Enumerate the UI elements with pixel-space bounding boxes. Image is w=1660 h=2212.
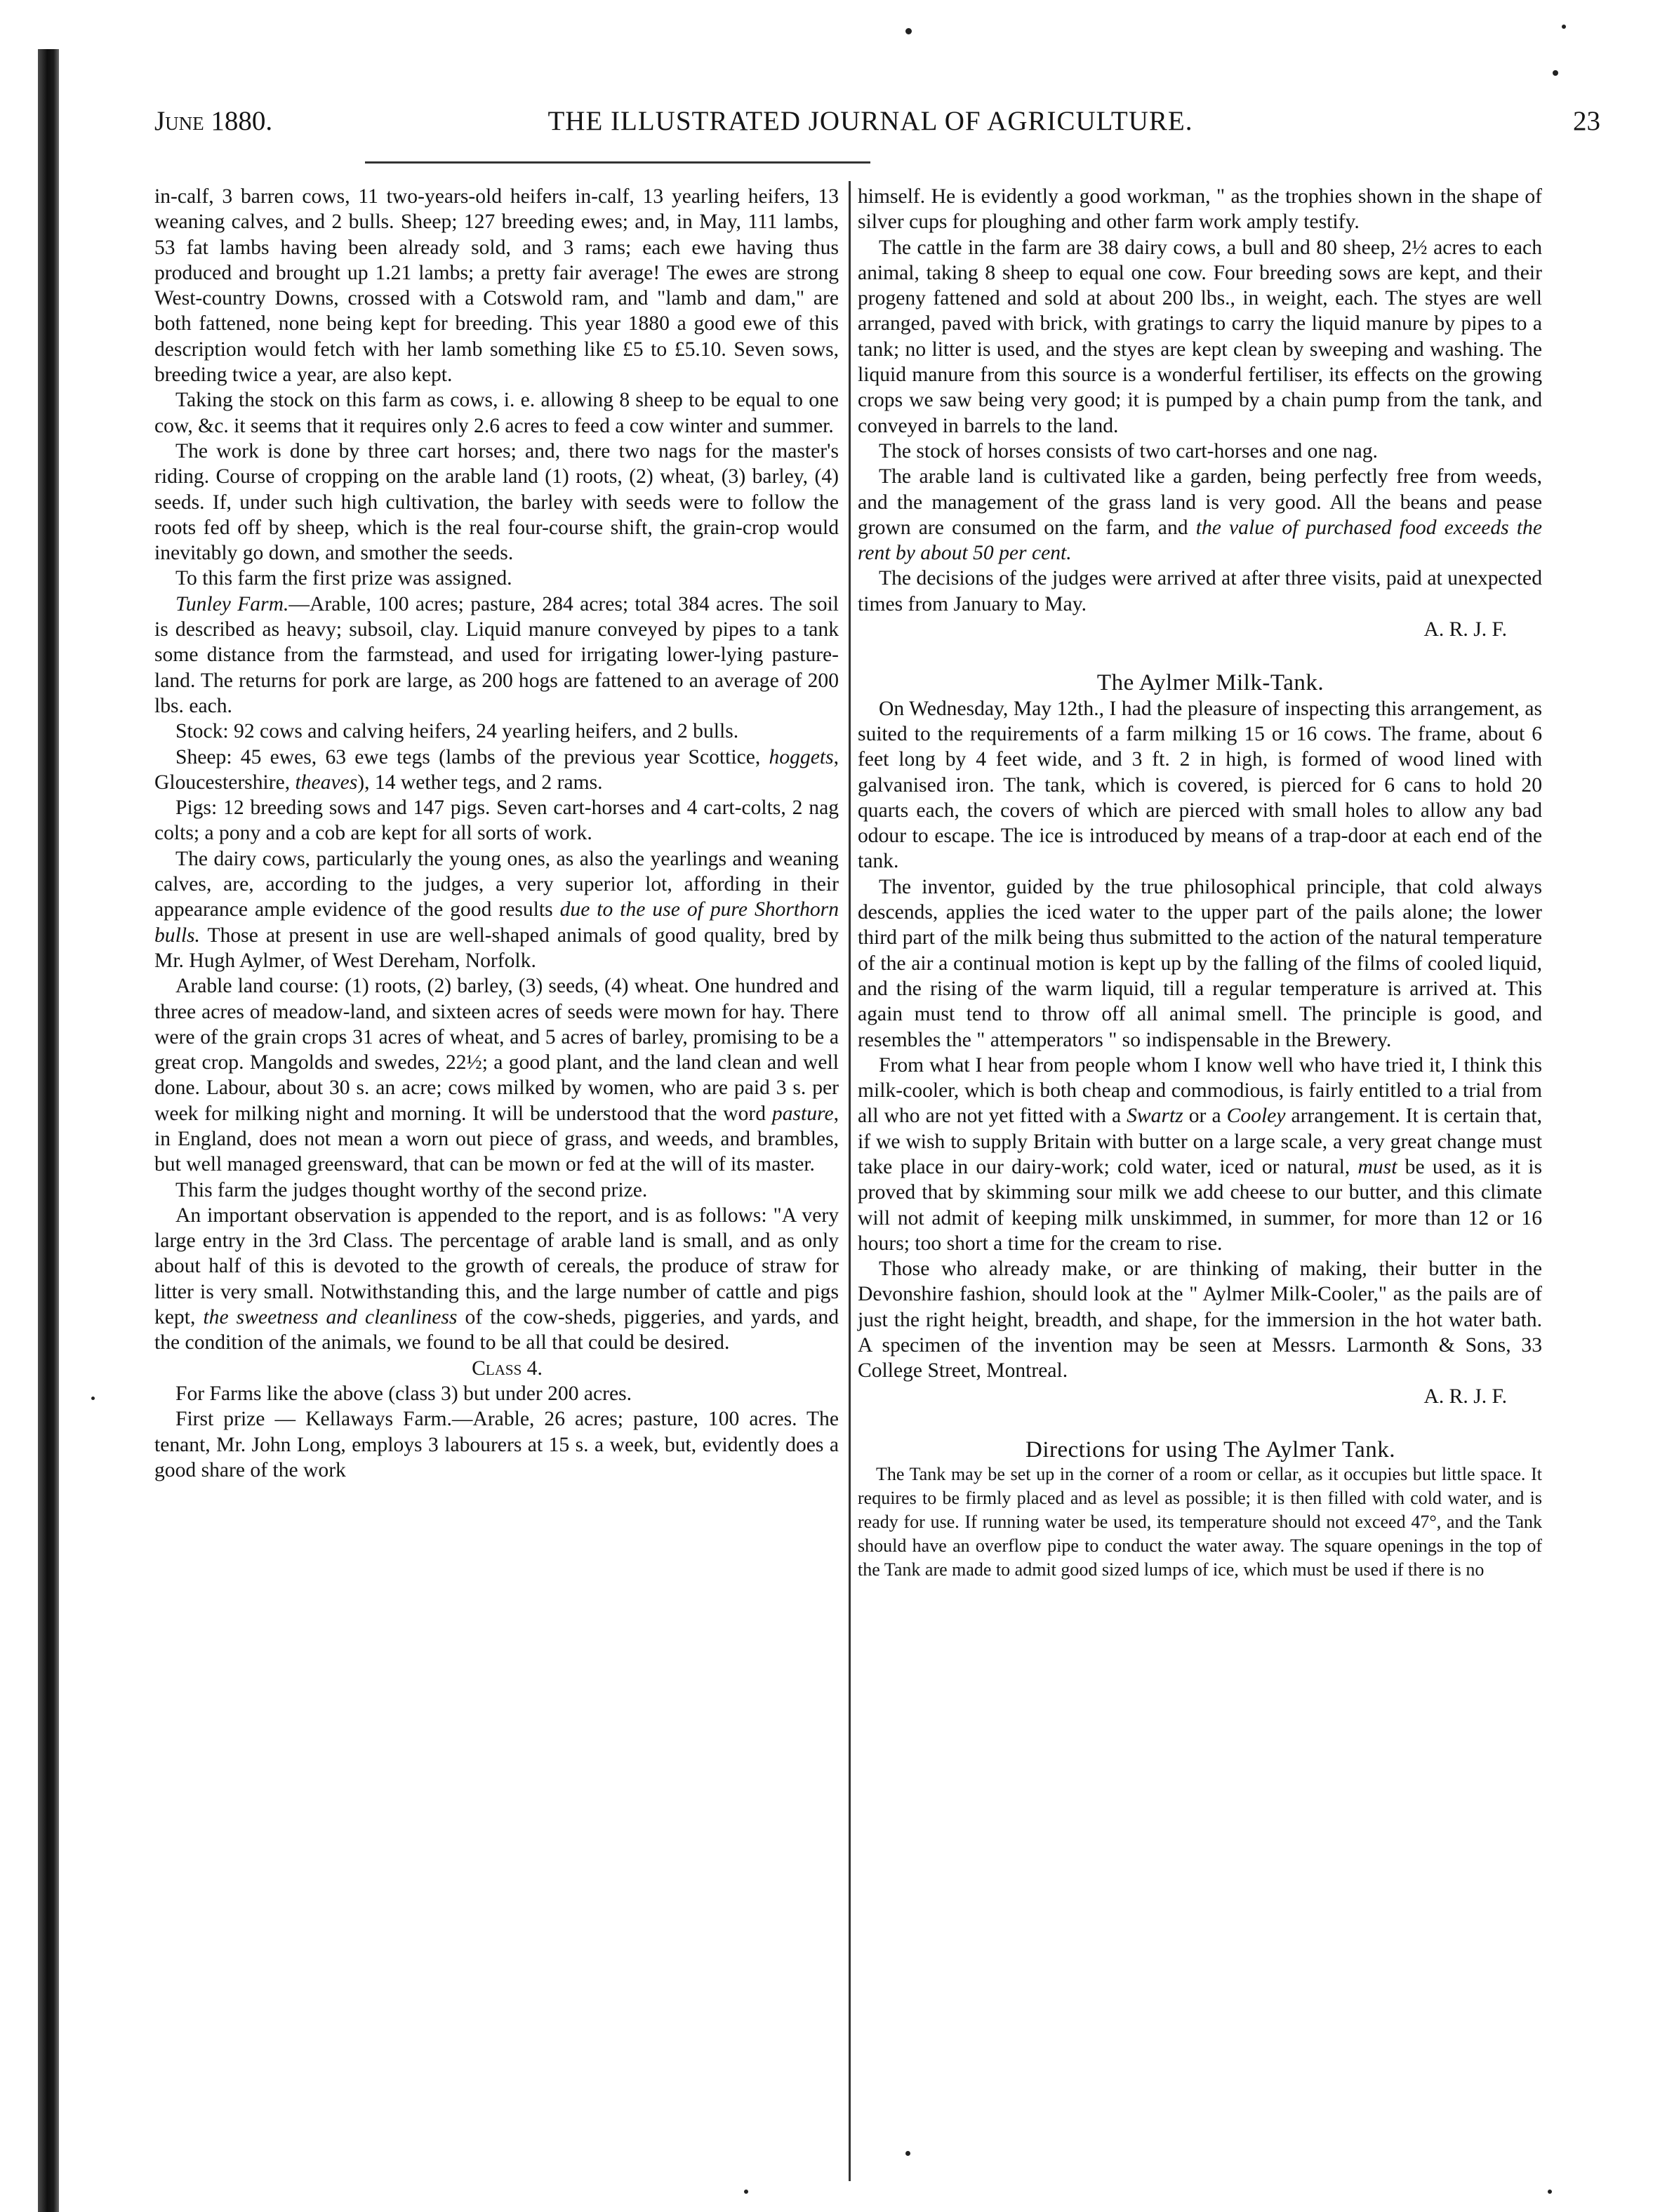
paragraph: Taking the stock on this farm as cows, i. e. allowing 8 sheep to be equal to one cow, &c. it seems that it requires only 2.6 acres to feed a cow winter and summer. <box>154 389 839 437</box>
article-title: The Aylmer Milk-Tank. <box>1096 670 1324 696</box>
paragraph: On Wednesday, May 12th., I had the pleasure of inspecting this arrangement, as suited to the requirements of a farm milking 15 or 16 cows. The frame, about 6 feet long by 4 feet wide, and 3 ft. 2 in high, is formed of wood lined with galvanised iron. The tank, which is covered, is pierced for 6 cans to hold 20 quarts each, the covers of which are pierced with small holes to allow any bad odour to escape. The ice is introduced by means of a trap-door at each end of the tank. <box>858 697 1542 873</box>
scan-speck <box>744 2190 748 2194</box>
italic-term: theaves <box>295 771 358 794</box>
farm-name: Tunley Farm. <box>175 592 289 615</box>
paragraph: To this farm the first prize was assigned. <box>175 567 512 590</box>
page-number: 23 <box>1573 106 1600 136</box>
paragraph-text: , Gloucestershire, <box>154 745 839 794</box>
paragraph: This farm the judges thought worthy of the second prize. <box>175 1178 648 1201</box>
paragraph: First prize — Kellaways Farm.—Arable, 26 acres; pasture, 100 acres. The tenant, Mr. John Long, employs 3 labourers at 15 s. a week, but, evidently does a good share of the work <box>154 1408 839 1481</box>
class-heading: Class 4. <box>472 1357 543 1380</box>
paragraph <box>154 592 839 719</box>
author-signature: A. R. J. F. <box>1423 618 1507 641</box>
paragraph-text: , in England, does not mean a worn out piece of grass, and weeds, and brambles, but well managed greensward, that can be mown or fed at the will of its master. <box>154 1102 839 1176</box>
paragraph <box>858 464 1542 566</box>
article-title: Directions for using The Aylmer Tank. <box>1025 1437 1396 1463</box>
paragraph-text: Sheep: 45 ewes, 63 ewe tegs (lambs of the previous year Scottice, <box>175 745 769 768</box>
paragraph: The inventor, guided by the true philosophical principle, that cold always descends, applies the iced water to the upper part of the pails alone; the lower third part of the milk being thus submitted to the action of the natural temperature of the air a continual motion is kept up by the falling of the films of cooled liquid, and the rising of the warm liquid, till a regular temperature is arrived at. This again must tend to throw off all animal smell. The principle is good, and resembles the " attemperators " so indispensable in the Brewery. <box>858 875 1542 1051</box>
paragraph <box>154 745 839 796</box>
scan-binding-edge <box>38 49 59 2212</box>
paragraph <box>154 846 839 973</box>
scan-speck <box>1548 2190 1552 2194</box>
paragraph: in-calf, 3 barren cows, 11 two-years-old heifers in-calf, 13 yearling heifers, 13 weaning calves, and 2 bulls. Sheep; 127 breeding ewes; and, in May, 111 lambs, 53 fat lambs having been already sold, and 3 rams; each ewe having thus produced and brought up 1.21 lambs; a pretty fair average! The ewes are strong West-country Downs, crossed with a Cotswold ram, and "lamb and dam," are both fattened, none being kept for breeding. This year 1880 a good ewe of this description would fetch with her lamb something like £5 to £5.10. Seven sows, breeding twice a year, are also kept. <box>154 185 839 387</box>
small-print-block <box>858 1463 1542 1582</box>
paragraph: For Farms like the above (class 3) but under 200 acres. <box>175 1382 632 1405</box>
paragraph: The cattle in the farm are 38 dairy cows, a bull and 80 sheep, 2½ acres to each animal, taking 8 sheep to equal one cow. Four breeding sows are kept, and their progeny fattened and sold at about 200 lbs., in weight, each. The styes are well arranged, paved with brick, with gratings to carry the liquid manure by pipes to a tank; no litter is used, and the styes are kept clean by sweeping and washing. The liquid manure from this source is a wonderful fertiliser, its effects on the growing crops we saw being very good; it is pumped by a chain pump from the tank, and conveyed in barrels to the land. <box>858 236 1542 437</box>
paragraph-text: ), 14 wether tegs, and 2 rams. <box>357 771 603 794</box>
paragraph-text: An important observation is appended to the report, and is as follows: "A very large entry in the 3rd Class. The percentage of arable land is small, and as only about half of this is devoted to the growth of cereals, the produce of straw for litter is very small. Notwithstanding this, and the large number of cattle and pigs kept, <box>154 1204 839 1329</box>
paragraph <box>154 973 839 1177</box>
scan-speck <box>91 1397 95 1400</box>
header-rule <box>365 161 870 164</box>
page-header <box>140 105 1600 147</box>
paragraph-text: From what I hear from people whom I know well who have tried it, I think this milk-cooler, which is both cheap and commodious, is fairly entitled to a trial from all who are not yet fitted with a <box>858 1053 1542 1128</box>
italic-phrase: due to the use of pure Shorthorn bulls. <box>154 898 839 947</box>
paragraph: The Tank may be set up in the corner of a room or cellar, as it occupies but little space. It requires to be firmly placed and as level as possible; it is then filled with cold water, and is ready for use. If running water be used, its temperature should not exceed 47°, and the Tank should have an overflow pipe to conduct the water away. The square openings in the top of the Tank are made to admit good sized lumps of ice, which must be used if there is no <box>858 1464 1542 1580</box>
italic-term: Swartz <box>1127 1105 1183 1128</box>
paragraph: The work is done by three cart horses; and, there two nags for the master's riding. Course of cropping on the arable land (1) roots, (2) wheat, (3) barley, (4) seeds. If, under such high cultivation, the barley with seeds were to follow the roots fed off by sheep, which is the real four-course shift, the grain-crop would inevitably go down, and smother the seeds. <box>154 439 839 565</box>
paragraph-text: The dairy cows, particularly the young ones, as also the yearlings and weaning calves, are, according to the judges, a very superior lot, affording in their appearance ample evidence of the good results <box>154 847 839 921</box>
italic-term: hoggets <box>769 745 834 768</box>
journal-title: THE ILLUSTRATED JOURNAL OF AGRICULTURE. <box>547 106 1193 136</box>
paragraph: Stock: 92 cows and calving heifers, 24 yearling heifers, and 2 bulls. <box>175 720 739 743</box>
paragraph: Pigs: 12 breeding sows and 147 pigs. Seven cart-horses and 4 cart-colts, 2 nag colts; a pony and a cob are kept for all sorts of work. <box>154 797 839 845</box>
paragraph: himself. He is evidently a good workman, " as the trophies shown in the shape of silver cups for ploughing and other farm work amply testify. <box>858 185 1542 234</box>
paragraph-text: or a <box>1183 1105 1227 1128</box>
paragraph-text: The arable land is cultivated like a garden, being perfectly free from weeds, and the management of the grass land is very good. All the beans and pease grown are consumed on the farm, and <box>858 465 1542 539</box>
paragraph: Those who already make, or are thinking of making, their butter in the Devonshire fashion, should look at the " Aylmer Milk-Cooler," as the pails are of just the right height, breadth, and shape, for the immersion in the hot water bath. A specimen of the invention may be seen at Messrs. Larmonth & Sons, 33 College Street, Montreal. <box>858 1258 1542 1382</box>
paragraph: The decisions of the judges were arrived at after three visits, paid at unexpected times from January to May. <box>858 567 1542 615</box>
column-divider <box>849 181 851 2181</box>
author-signature: A. R. J. F. <box>1423 1385 1507 1408</box>
paragraph-text: Those at present in use are well-shaped animals of good quality, bred by Mr. Hugh Aylmer, of West Dereham, Norfolk. <box>154 924 839 972</box>
paragraph-text: Arable land course: (1) roots, (2) barley, (3) seeds, (4) wheat. One hundred and three acres of meadow-land, and sixteen acres of seeds were mown for hay. There were of the grain crops 31 acres of wheat, and 5 acres of barley, promising to be a great crop. Mangolds and swedes, 22½; a good plant, and the land clean and well done. Labour, about 30 s. an acre; cows milked by women, who are paid 3 s. per week for milking night and morning. It will be understood that the word <box>154 975 839 1125</box>
scan-speck <box>1553 70 1558 76</box>
right-column <box>858 184 1542 1582</box>
section-spacer <box>858 642 1542 670</box>
italic-phrase: the sweetness and cleanliness <box>203 1306 458 1329</box>
paragraph-text: be used, as it is proved that by skimming sour milk we add cheese to our butter, and this climate will not admit of keeping milk unskimmed, in summer, for more than 12 or 16 hours; too short a time for the cream to rise. <box>858 1155 1542 1255</box>
italic-phrase: the value of purchased food exceeds the rent by about 50 per cent. <box>858 516 1542 565</box>
italic-term: Cooley <box>1226 1105 1286 1128</box>
scan-speck <box>905 2151 910 2156</box>
paragraph <box>858 1053 1542 1256</box>
left-column <box>154 184 839 1483</box>
paragraph-text: —Arable, 100 acres; pasture, 284 acres; total 384 acres. The soil is described as heavy; subsoil, clay. Liquid manure conveyed by pipes to a tank some distance from the farmstead, and used for irrigating lower-lying pasture-land. The returns for pork are large, as 200 hogs are fattened to an average of 200 lbs. each. <box>154 592 839 717</box>
italic-term: pasture <box>771 1102 834 1125</box>
italic-term: must <box>1357 1155 1397 1178</box>
paragraph-text: of the cow-sheds, piggeries, and yards, and the condition of the animals, we found to be all that could be desired. <box>154 1306 839 1354</box>
paragraph <box>154 1203 839 1356</box>
scan-speck <box>1562 25 1566 29</box>
paragraph: The stock of horses consists of two cart-horses and one nag. <box>879 439 1378 462</box>
scan-speck <box>905 28 912 34</box>
section-spacer <box>858 1409 1542 1437</box>
paragraph-text: arrangement. It is certain that, if we wish to supply Britain with butter on a large scale, a very great change must take place in our dairy-work; cold water, iced or natural, <box>858 1105 1543 1178</box>
header-date: June 1880. <box>154 106 273 136</box>
